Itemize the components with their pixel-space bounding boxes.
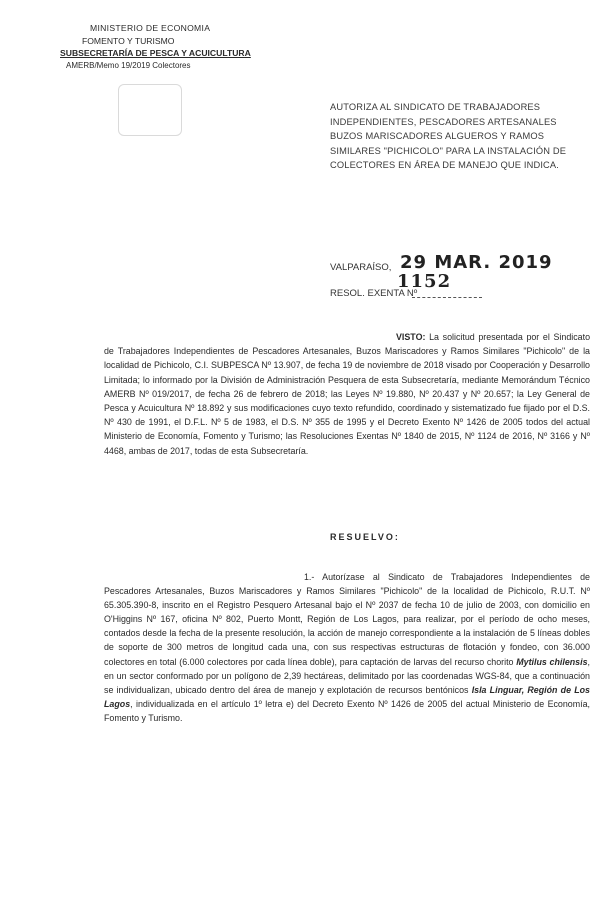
resolution-label: RESOL. EXENTA Nº [330, 288, 418, 299]
resolution-number: 1152 [397, 271, 452, 292]
letterhead [60, 22, 251, 72]
undersecretariat-name: SUBSECRETARÍA DE PESCA Y ACUICULTURA [60, 48, 251, 58]
date-stamp: 29 MAR. 2019 [400, 252, 553, 273]
memo-reference: AMERB/Memo 19/2019 Colectores [66, 60, 191, 70]
visto-text: La solicitud presentada por el Sindicato de Trabajadores Independientes de Pescadores Artesanales, Buzos Mariscadores y Ramos Similares "Pichicolo" de la localidad de Pichicolo, C.I. SUBPESCA Nº 13.907, de fecha 19 de noviembre de 2018 visado por Cooperación y Desarrollo Limitada; lo informado por la División de Administración Pesquera de esta Subsecretaría, mediante Memorándum Técnico AMERB Nº 019/2017, de fecha 26 de febrero de 2018; las Leyes Nº 19.880, Nº 20.437 y Nº 20.657; la Ley General de Pesca y Acuicultura Nº 18.892 y sus modificaciones cuyo texto refundido, coordinado y sistematizado fue fijado por el D.S. Nº 430 de 1991, el D.F.L. Nº 5 de 1983, el D.S. Nº 355 de 1995 y el Decreto Exento Nº 1426 de 2005 todos del actual Ministerio de Economía, Fomento y Turismo; las Resoluciones Exentas Nº 1840 de 2015, Nº 1124 de 2016, Nº 3166 y Nº 4468, ambas de 2017, todas de esta Subsecretaría. [104, 332, 591, 456]
article-1-paragraph [104, 570, 590, 725]
area-name: Isla Linguar, Región de Los Lagos [104, 684, 590, 709]
visto-label: VISTO: [396, 332, 426, 342]
article-1-text-a: 1.- Autorízase al Sindicato de Trabajadores Independientes de Pescadores Artesanales, Buzos Mariscadores y Ramos Similares "Pichicolo" de la localidad de Pichicolo, R.U.T. Nº 65.305.390-8, inscrito en el Registro Pesquero Artesanal bajo el Nº 2037 de fecha 10 de julio de 2003, con domicilio en O'Higgins Nº 167, oficina Nº 802, Puerto Montt, Región de Los Lagos, para realizar, por el período de ocho meses, contados desde la fecha de la presente resolución, la acción de manejo correspondiente a la instalación de 5 líneas dobles de soporte de 300 metros de longitud cada una, con sus respectivas estructuras de flotación y fondeo, con 36.000 colectores en total (6.000 colectores por cada línea doble), para captación de larvas del recurso chorito [104, 572, 590, 667]
resuelvo-heading: RESUELVO: [330, 532, 400, 542]
species-name: Mytilus chilensis [516, 656, 588, 667]
resolution-number-line [412, 297, 482, 298]
faded-stamp [118, 84, 182, 136]
ministry-name: MINISTERIO DE ECONOMIA [90, 23, 211, 33]
visto-paragraph [104, 330, 590, 458]
resolution-summary: AUTORIZA AL SINDICATO DE TRABAJADORES INDEPENDIENTES, PESCADORES ARTESANALES BUZOS MARISCADORES ALGUEROS Y RAMOS SIMILARES "PICHICOLO" PARA LA INSTALACIÓN DE COLECTORES EN ÁREA DE MANEJO QUE INDICA. [330, 102, 567, 171]
article-1-text-b: , en un sector conformado por un polígono de 2,39 hectáreas, delimitado por las coordenadas WGS-84, que a continuación se individualizan, ubicado dentro del área de manejo y explotación de recursos bentónicos [104, 656, 590, 695]
article-1-text-c: , individualizada en el artículo 1º letra e) del Decreto Exento Nº 1426 de 2005 del actual Ministerio de Economía, Fomento y Turismo. [104, 698, 590, 723]
place-label: VALPARAÍSO, [330, 262, 392, 273]
ministry-subname: FOMENTO Y TURISMO [82, 35, 175, 46]
